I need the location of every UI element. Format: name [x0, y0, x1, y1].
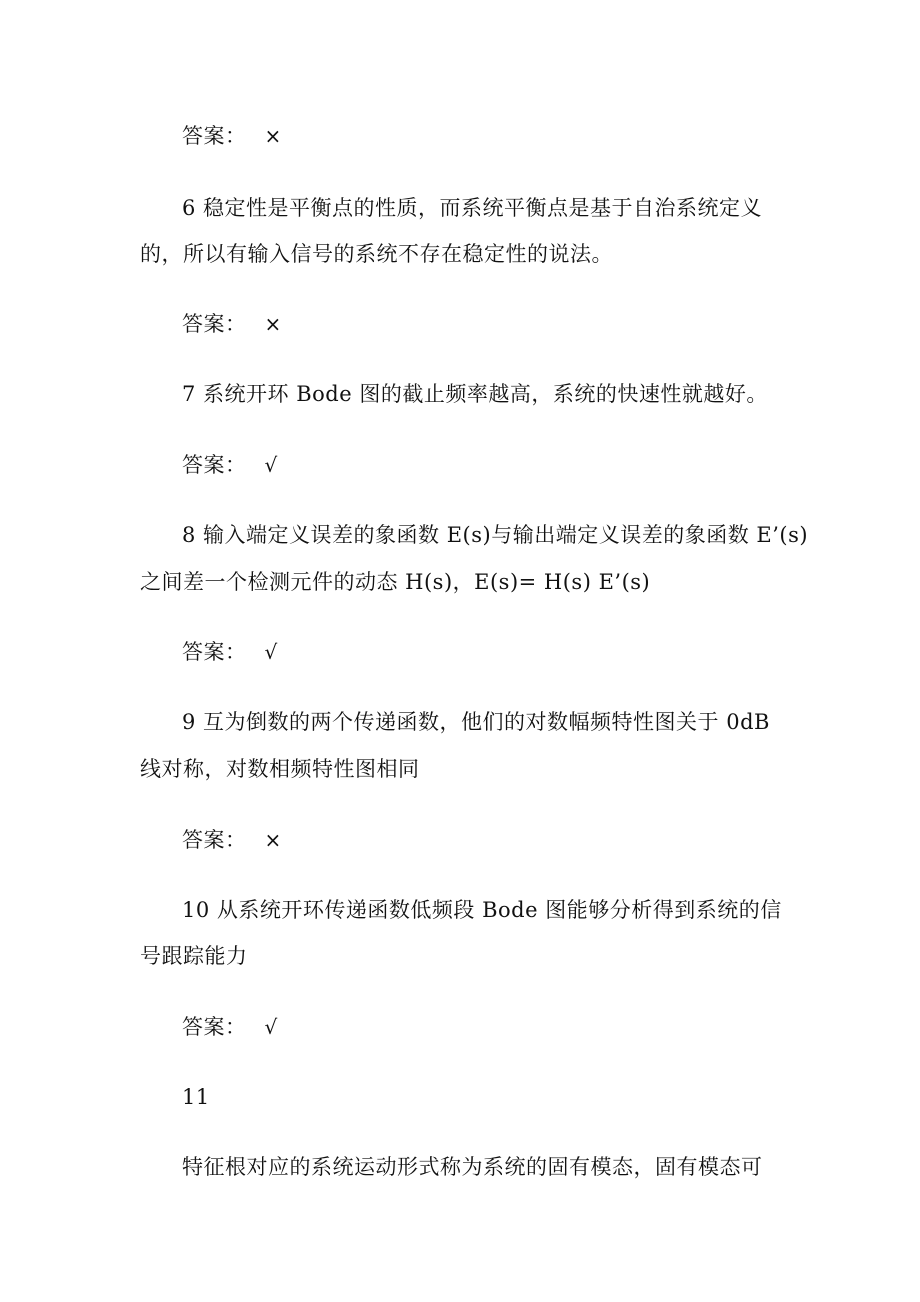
question-line: 7 系统开环 Bode 图的截止频率越高，系统的快速性就越好。	[182, 382, 768, 406]
question-line: 号跟踪能力	[140, 944, 248, 968]
answer-line	[182, 122, 282, 150]
question-line: 特征根对应的系统运动形式称为系统的固有模态，固有模态可	[182, 1155, 763, 1179]
answer-line	[182, 1013, 278, 1041]
answer-mark: √	[264, 640, 278, 664]
answer-mark: √	[264, 453, 278, 477]
answer-line	[182, 638, 278, 666]
question-line: 8 输入端定义误差的象函数 E(s)与输出端定义误差的象函数 E’(s)	[182, 523, 809, 547]
question-line: 之间差一个检测元件的动态 H(s)，E(s)= H(s) E’(s)	[140, 570, 651, 594]
answer-label: 答案：	[182, 828, 247, 852]
question-line: 的，所以有输入信号的系统不存在稳定性的说法。	[140, 242, 613, 266]
question-line: 9 互为倒数的两个传递函数，他们的对数幅频特性图关于 0dB	[182, 710, 770, 734]
question-number: 11	[182, 1085, 210, 1109]
answer-label: 答案：	[182, 312, 247, 336]
answer-label: 答案：	[182, 453, 247, 477]
answer-line	[182, 451, 278, 479]
answer-label: 答案：	[182, 124, 247, 148]
answer-line	[182, 310, 282, 338]
question-line: 10 从系统开环传递函数低频段 Bode 图能够分析得到系统的信	[182, 898, 782, 922]
answer-mark: √	[264, 1015, 278, 1039]
answer-mark: ×	[264, 828, 282, 852]
answer-line	[182, 826, 282, 854]
question-line: 线对称，对数相频特性图相同	[140, 757, 420, 781]
answer-label: 答案：	[182, 640, 247, 664]
answer-mark: ×	[264, 312, 282, 336]
question-line: 6 稳定性是平衡点的性质，而系统平衡点是基于自治系统定义	[182, 196, 763, 220]
answer-mark: ×	[264, 124, 282, 148]
answer-label: 答案：	[182, 1015, 247, 1039]
